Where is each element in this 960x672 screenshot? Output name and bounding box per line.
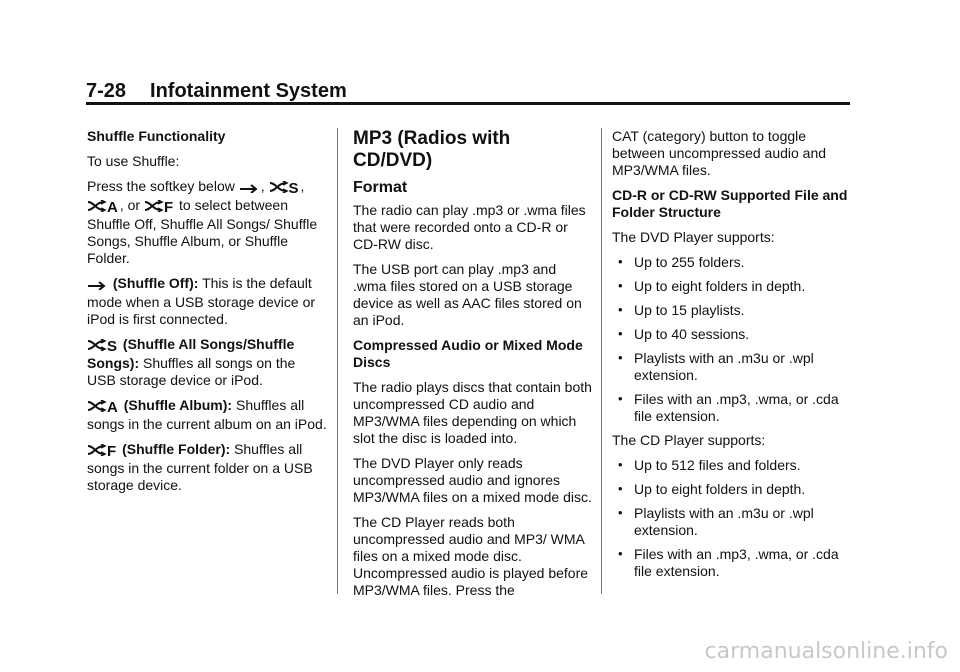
list-item: • Up to 512 files and folders.	[618, 457, 801, 473]
bullet-icon: •	[618, 278, 623, 293]
paragraph: The radio plays discs that contain both uncompressed CD audio and MP3/WMA files depending on which slot the disc is loaded into.	[353, 379, 592, 446]
shuffle-instructions: Press the softkey below , S , A , or F to select between Shuffle Off, Shuffle All Songs/ Shuffle Songs, Shuffle Album, or Shuffle Folder.	[87, 178, 318, 266]
cd-support-list	[612, 457, 852, 580]
bullet-icon: •	[618, 391, 623, 406]
column-divider	[337, 128, 338, 594]
bullet-icon: •	[618, 546, 623, 561]
shuffle-off-icon	[87, 277, 107, 294]
shuffle-heading: Shuffle Functionality	[87, 128, 226, 144]
list-item: • Up to 40 sessions.	[618, 326, 750, 342]
bullet-icon: •	[618, 350, 623, 365]
page-number: 7-28	[86, 80, 127, 102]
bullet-icon: •	[618, 254, 623, 269]
shuffle-intro: To use Shuffle:	[87, 153, 180, 169]
mp3-heading: MP3 (Radios with CD/DVD)	[353, 128, 511, 171]
column-shuffle	[87, 128, 327, 502]
bullet-icon: •	[618, 505, 623, 520]
paragraph: CAT (category) button to toggle between uncompressed audio and MP3/WMA files.	[612, 128, 827, 178]
list-item: • Up to 15 playlists.	[618, 302, 745, 318]
shuffle-songs-icon: S	[87, 338, 117, 355]
list-item: • Up to eight folders in depth.	[618, 278, 806, 294]
cd-intro: The CD Player supports:	[612, 432, 766, 448]
shuffle-all-desc: S (Shuffle All Songs/Shuffle Songs): Shuffles all songs on the USB storage device or iPod.	[87, 336, 296, 388]
bullet-icon: •	[618, 457, 623, 472]
shuffle-folder-icon: F	[144, 199, 173, 216]
bullet-icon: •	[618, 302, 623, 317]
paragraph: The radio can play .mp3 or .wma files that were recorded onto a CD-R or CD-RW disc.	[353, 202, 586, 252]
list-item: • Playlists with an .m3u or .wpl extension.	[618, 505, 814, 538]
list-item: • Files with an .mp3, .wma, or .cda file extension.	[618, 546, 839, 579]
page-header	[86, 80, 347, 103]
shuffle-folder-icon: F	[87, 443, 116, 460]
paragraph: The USB port can play .mp3 and .wma files stored on a USB storage device as well as AAC files stored on an iPod.	[353, 261, 582, 328]
compressed-audio-subheading: Compressed Audio or Mixed Mode Discs	[353, 337, 583, 370]
header-rule	[86, 102, 850, 105]
column-file-structure	[612, 128, 852, 587]
paragraph: The CD Player reads both uncompressed audio and MP3/ WMA files on a mixed mode disc. Uncompressed audio is played before MP3/WMA files. Press the	[353, 514, 589, 598]
section-title: Infotainment System	[150, 80, 347, 102]
bullet-icon: •	[618, 481, 623, 496]
list-item: • Up to eight folders in depth.	[618, 481, 806, 497]
dvd-intro: The DVD Player supports:	[612, 229, 775, 245]
list-item: • Up to 255 folders.	[618, 254, 745, 270]
shuffle-album-icon: A	[87, 199, 118, 216]
list-item: • Playlists with an .m3u or .wpl extension.	[618, 350, 814, 383]
list-item: • Files with an .mp3, .wma, or .cda file extension.	[618, 391, 839, 424]
shuffle-folder-desc: F (Shuffle Folder): Shuffles all songs in the current folder on a USB storage device.	[87, 441, 313, 493]
paragraph: The DVD Player only reads uncompressed audio and ignores MP3/WMA files on a mixed mode disc.	[353, 455, 592, 505]
shuffle-off-icon	[239, 180, 259, 197]
shuffle-off-desc: (Shuffle Off): This is the default mode when a USB storage device or iPod is first connected.	[87, 275, 316, 327]
dvd-support-list	[612, 254, 852, 425]
bullet-icon: •	[618, 326, 623, 341]
shuffle-album-desc: A (Shuffle Album): Shuffles all songs in the current album on an iPod.	[87, 397, 327, 432]
file-structure-subheading: CD-R or CD-RW Supported File and Folder Structure	[612, 187, 848, 220]
column-divider	[601, 128, 602, 594]
column-mp3	[353, 128, 593, 607]
shuffle-songs-icon: S	[269, 180, 299, 197]
format-subheading: Format	[353, 179, 408, 196]
watermark: carmanualsonline.info	[704, 639, 948, 664]
shuffle-album-icon: A	[87, 399, 118, 416]
